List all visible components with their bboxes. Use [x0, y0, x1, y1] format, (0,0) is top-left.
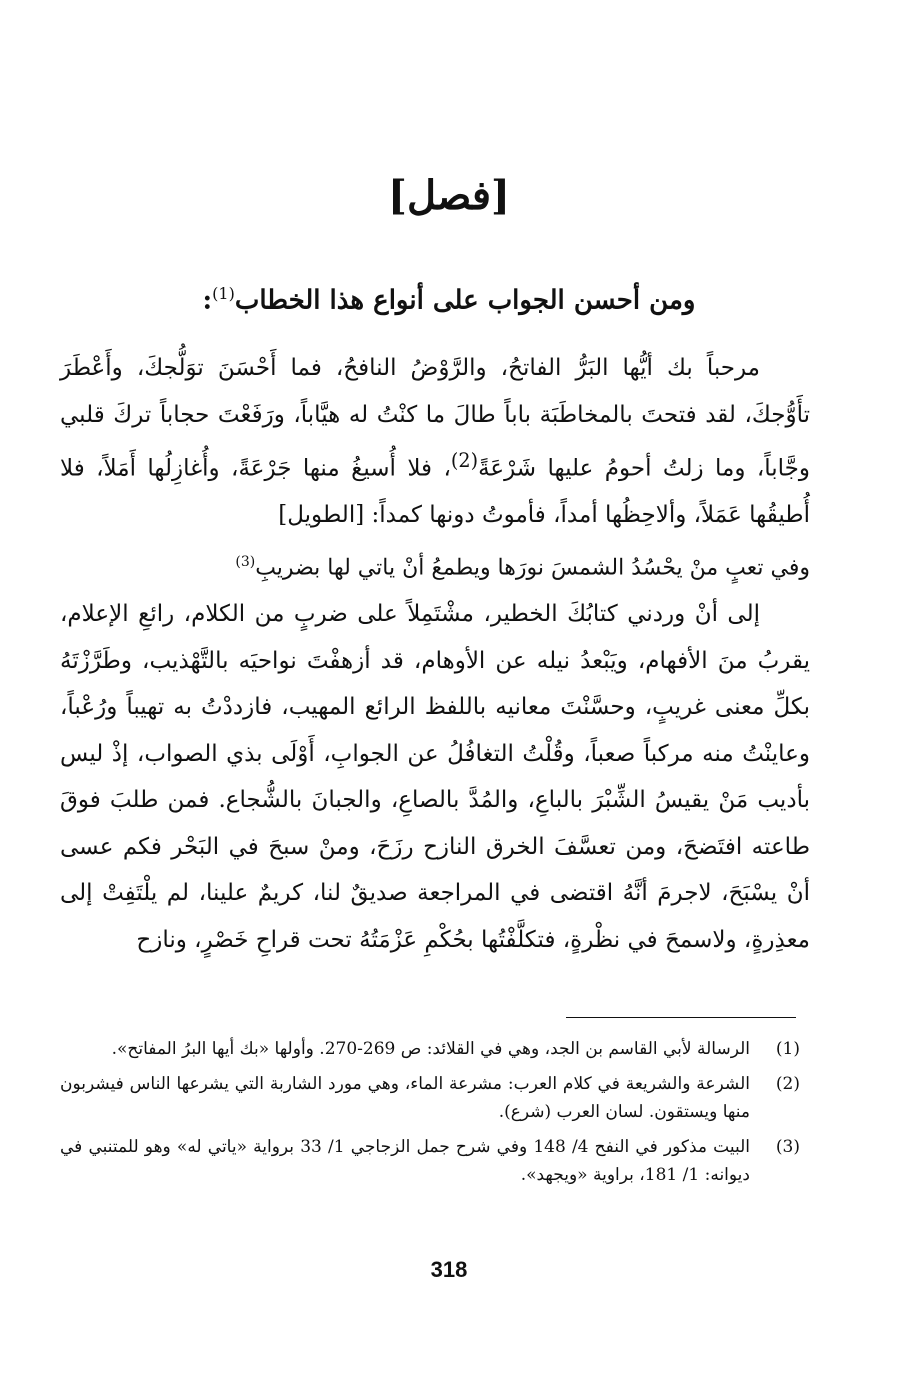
subtitle [0, 272, 898, 323]
footnote-ref-2: (2) [450, 449, 479, 472]
paragraph-1-text: مرحباً بك أيُّها البَرُّ الفاتحُ، والرَّوْضُ النافحُ، فما أَحْسَنَ توَلُّجكَ، وأَعْطَرَ تأَوُّجكَ، لقد فتحتَ بالمخاطَبَة باباً طالَ ما كنْتُ له هيَّاباً، ورَفَعْتَ حجاباً تركَ قلبي وجَّاباً، وما زلتُ أحومُ عليها شَرْعَةً [60, 355, 811, 482]
footnote-text: الشرعة والشريعة في كلام العرب: مشرعة الماء، وهي مورد الشاربة التي يشرعها الناس فيشربون منها ويستقون. لسان العرب (شرع). [60, 1074, 750, 1122]
footnote-number: (3) [775, 1137, 800, 1157]
subtitle-colon: : [202, 285, 213, 316]
subtitle-text: ومن أحسن الجواب على أنواع هذا الخطاب [234, 285, 696, 316]
footnote-separator [566, 1017, 796, 1018]
paragraph-2: إلى أنْ وردني كتابُكَ الخطير، مشْتَمِلاً على ضربٍ من الكلام، رائعِ الإعلام، يقربُ منَ الأفهام، ويَبْعدُ نيله عن الأوهام، قد أزهفْتَ نواحيَه بالتَّهْذيب، وطَرَّزْتَهُ بكلِّ معنى غريبٍ، وحسَّنْتَ معانيه باللفظ الرائع المهيب، فازددْتُ به تهيباً ورُعْباً، وعاينْتُ منه مركباً صعباً، وقُلْتُ التغافُلُ عن الجوابِ، أَوْلَى بذي الصواب، إذْ ليس بأديب مَنْ يقيسُ الشِّبْرَ بالباعِ، والمُدَّ بالصاعِ، والجبانَ بالشُّجاع. فمن طلبَ فوقَ طاعته افتَضحَ، ومن تعسَّفَ الخرق النازح رزَحَ، ومنْ سبحَ في البَحْر فكم عسى أنْ يسْبَحَ، لاجرمَ أنَّهُ اقتضى في المراجعة صديقٌ لنا، كريمٌ علينا، لم يلْتَفِتْ إلى معذِرةٍ، ولاسمحَ في نظْرةٍ، فتكلَّفْتُها بحُكْمِ عَزْمَتُهُ تحت قراحِ خَصْرٍ، ونازح [60, 601, 810, 953]
paragraph-1 [60, 345, 810, 539]
footnote-text: البيت مذكور في النفح 4/ 148 وفي شرح جمل الزجاجي 1/ 33 برواية «ياتي له» وهو للمتنبي في ديوانه: 1/ 181، براوية «ويجهد». [60, 1137, 751, 1185]
main-text [60, 345, 810, 963]
footnote-number: (1) [775, 1039, 800, 1059]
paragraph-1-end: ، فلا أُسيغُ منها جَرْعَةً، وأُغازِلُها أَمَلاً، فلا أُطيقُها عَمَلاً، وألاحِظُها أمداً، فأموتُ دونها كمداً: [60, 455, 810, 529]
footnotes [60, 1035, 800, 1196]
footnote-number: (2) [775, 1074, 800, 1094]
footnote-2 [60, 1070, 800, 1126]
section-title: [فصل] [388, 172, 510, 219]
verse-text: وفي تعبٍ منْ يحْسُدُ الشمسَ نورَها ويطمعُ أنْ ياتي لها بضريبِ [255, 554, 810, 580]
footnote-ref-1: (1) [212, 284, 235, 303]
footnote-ref-3: (3) [235, 553, 256, 570]
verse-line [60, 539, 810, 592]
page-number: 318 [430, 1257, 468, 1282]
footnote-1 [60, 1035, 800, 1063]
footnote-text: الرسالة لأبي القاسم بن الجد، وهي في القلائد: ص 269-270. وأولها «بك أيها البرُ المفاتح». [111, 1039, 750, 1059]
footnote-3 [60, 1133, 800, 1189]
poetic-meter: [الطويل] [278, 502, 365, 529]
